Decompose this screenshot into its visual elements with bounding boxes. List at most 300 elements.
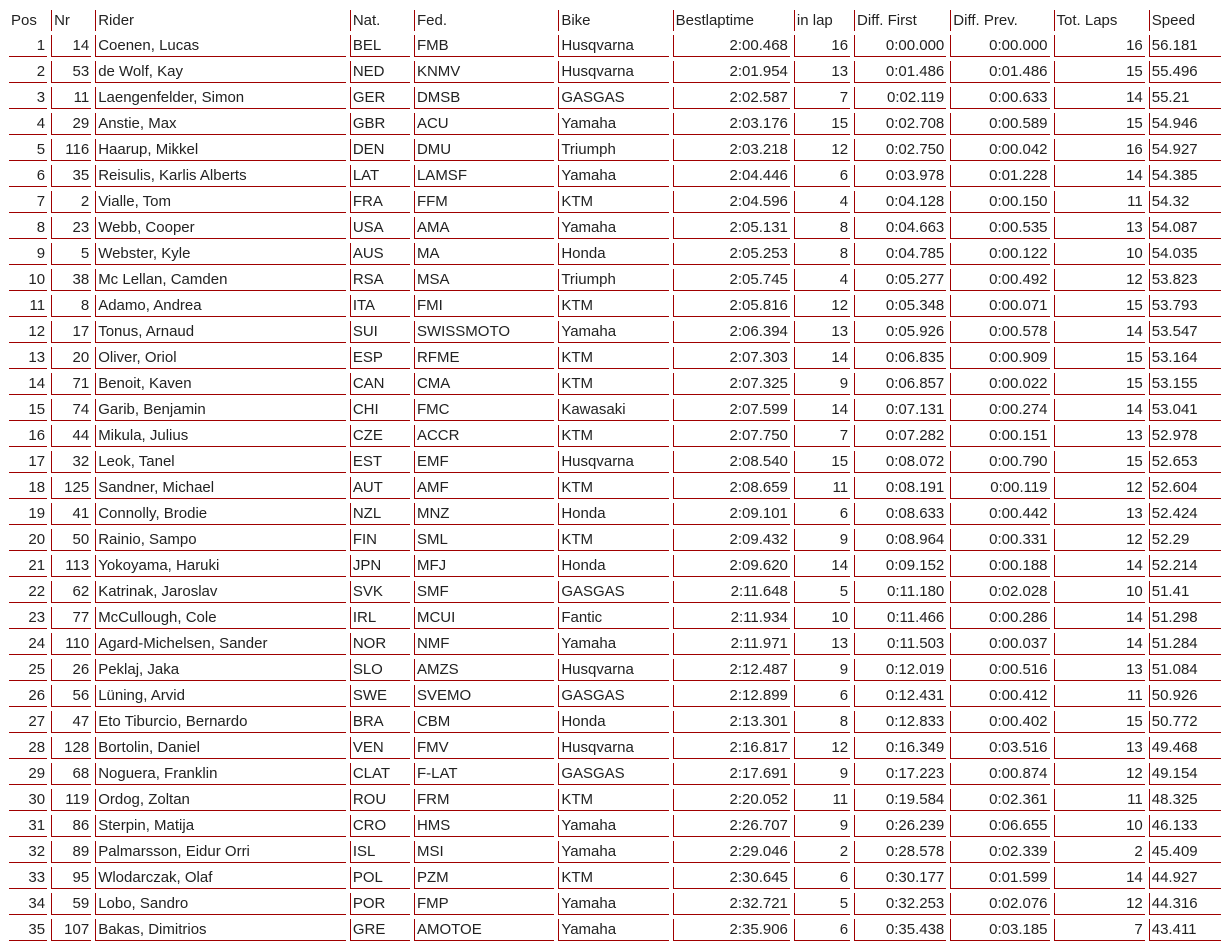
cell-bestlaptime: 2:07.599	[673, 399, 790, 421]
cell-tot-laps: 11	[1054, 191, 1145, 213]
cell-pos: 28	[9, 737, 47, 759]
cell-diff-prev: 0:02.339	[950, 841, 1049, 863]
cell-fed: FMB	[414, 35, 554, 57]
header-diff-first: Diff. First	[854, 10, 946, 31]
cell-nat: BRA	[350, 711, 410, 733]
cell-nr: 17	[51, 321, 91, 343]
cell-pos: 7	[9, 191, 47, 213]
cell-diff-prev: 0:00.022	[950, 373, 1049, 395]
cell-in-lap: 11	[794, 789, 850, 811]
cell-in-lap: 8	[794, 217, 850, 239]
cell-bike: Yamaha	[558, 633, 668, 655]
cell-pos: 16	[9, 425, 47, 447]
cell-diff-first: 0:04.663	[854, 217, 946, 239]
cell-in-lap: 2	[794, 841, 850, 863]
header-tot-laps: Tot. Laps	[1054, 10, 1145, 31]
cell-bike: Yamaha	[558, 815, 668, 837]
cell-nat: GER	[350, 87, 410, 109]
cell-in-lap: 12	[794, 139, 850, 161]
header-fed: Fed.	[414, 10, 554, 31]
cell-rider: Eto Tiburcio, Bernardo	[95, 711, 346, 733]
cell-fed: SWISSMOTO	[414, 321, 554, 343]
cell-speed: 52.653	[1149, 451, 1221, 473]
cell-rider: Sandner, Michael	[95, 477, 346, 499]
cell-in-lap: 15	[794, 451, 850, 473]
cell-nat: ITA	[350, 295, 410, 317]
cell-pos: 15	[9, 399, 47, 421]
cell-nr: 47	[51, 711, 91, 733]
cell-in-lap: 4	[794, 191, 850, 213]
cell-in-lap: 6	[794, 165, 850, 187]
header-nr: Nr	[51, 10, 91, 31]
cell-rider: Haarup, Mikkel	[95, 139, 346, 161]
cell-tot-laps: 15	[1054, 451, 1145, 473]
cell-rider: Bortolin, Daniel	[95, 737, 346, 759]
cell-diff-prev: 0:00.909	[950, 347, 1049, 369]
cell-rider: Bakas, Dimitrios	[95, 919, 346, 941]
cell-fed: ACU	[414, 113, 554, 135]
cell-diff-first: 0:30.177	[854, 867, 946, 889]
cell-in-lap: 5	[794, 581, 850, 603]
cell-pos: 32	[9, 841, 47, 863]
cell-pos: 24	[9, 633, 47, 655]
cell-diff-first: 0:11.503	[854, 633, 946, 655]
cell-in-lap: 14	[794, 347, 850, 369]
header-pos: Pos	[11, 12, 37, 29]
cell-speed: 53.164	[1149, 347, 1221, 369]
cell-speed: 52.214	[1149, 555, 1221, 577]
cell-nat: POR	[350, 893, 410, 915]
header-in-lap: in lap	[794, 10, 850, 31]
cell-bike: Honda	[558, 555, 668, 577]
cell-nr: 113	[51, 555, 91, 577]
results-table	[5, 6, 1225, 945]
cell-nat: VEN	[350, 737, 410, 759]
cell-tot-laps: 15	[1054, 295, 1145, 317]
cell-tot-laps: 14	[1054, 633, 1145, 655]
cell-tot-laps: 10	[1054, 815, 1145, 837]
cell-in-lap: 13	[794, 61, 850, 83]
cell-rider: Lüning, Arvid	[95, 685, 346, 707]
cell-bestlaptime: 2:07.325	[673, 373, 790, 395]
cell-diff-first: 0:35.438	[854, 919, 946, 941]
cell-speed: 43.411	[1149, 919, 1221, 941]
cell-rider: Mikula, Julius	[95, 425, 346, 447]
table-row	[9, 477, 1221, 499]
cell-diff-prev: 0:00.071	[950, 295, 1049, 317]
cell-nat: ESP	[350, 347, 410, 369]
cell-nat: GBR	[350, 113, 410, 135]
table-row	[9, 607, 1221, 629]
cell-diff-prev: 0:00.331	[950, 529, 1049, 551]
table-row	[9, 711, 1221, 733]
cell-nat: ISL	[350, 841, 410, 863]
cell-nat: SLO	[350, 659, 410, 681]
table-row	[9, 113, 1221, 135]
header-diff-prev: Diff. Prev.	[950, 10, 1049, 31]
cell-bike: Fantic	[558, 607, 668, 629]
cell-nat: POL	[350, 867, 410, 889]
cell-bike: KTM	[558, 477, 668, 499]
cell-pos: 8	[9, 217, 47, 239]
cell-speed: 53.823	[1149, 269, 1221, 291]
cell-diff-prev: 0:00.151	[950, 425, 1049, 447]
cell-rider: Garib, Benjamin	[95, 399, 346, 421]
cell-speed: 54.946	[1149, 113, 1221, 135]
cell-speed: 54.32	[1149, 191, 1221, 213]
cell-rider: Webster, Kyle	[95, 243, 346, 265]
cell-fed: MSI	[414, 841, 554, 863]
cell-nr: 62	[51, 581, 91, 603]
cell-diff-prev: 0:00.042	[950, 139, 1049, 161]
cell-nr: 95	[51, 867, 91, 889]
cell-fed: FMC	[414, 399, 554, 421]
cell-in-lap: 9	[794, 815, 850, 837]
cell-fed: ACCR	[414, 425, 554, 447]
cell-diff-prev: 0:00.037	[950, 633, 1049, 655]
cell-tot-laps: 13	[1054, 659, 1145, 681]
table-row	[9, 165, 1221, 187]
cell-diff-prev: 0:00.535	[950, 217, 1049, 239]
cell-rider: Adamo, Andrea	[95, 295, 346, 317]
cell-pos: 9	[9, 243, 47, 265]
cell-rider: Mc Lellan, Camden	[95, 269, 346, 291]
cell-bestlaptime: 2:05.253	[673, 243, 790, 265]
table-row	[9, 243, 1221, 265]
cell-rider: Noguera, Franklin	[95, 763, 346, 785]
cell-diff-prev: 0:01.599	[950, 867, 1049, 889]
cell-tot-laps: 2	[1054, 841, 1145, 863]
cell-bestlaptime: 2:07.303	[673, 347, 790, 369]
cell-speed: 55.496	[1149, 61, 1221, 83]
cell-tot-laps: 12	[1054, 893, 1145, 915]
cell-tot-laps: 10	[1054, 243, 1145, 265]
cell-tot-laps: 14	[1054, 321, 1145, 343]
cell-diff-first: 0:19.584	[854, 789, 946, 811]
cell-nat: SUI	[350, 321, 410, 343]
cell-bike: KTM	[558, 191, 668, 213]
cell-rider: Sterpin, Matija	[95, 815, 346, 837]
cell-tot-laps: 14	[1054, 165, 1145, 187]
cell-pos: 5	[9, 139, 47, 161]
cell-tot-laps: 16	[1054, 35, 1145, 57]
cell-bike: Yamaha	[558, 919, 668, 941]
cell-diff-first: 0:04.128	[854, 191, 946, 213]
cell-bike: GASGAS	[558, 763, 668, 785]
cell-bestlaptime: 2:12.899	[673, 685, 790, 707]
cell-diff-first: 0:28.578	[854, 841, 946, 863]
cell-bike: KTM	[558, 373, 668, 395]
cell-pos: 35	[9, 919, 47, 941]
table-row	[9, 555, 1221, 577]
table-row	[9, 581, 1221, 603]
cell-tot-laps: 12	[1054, 763, 1145, 785]
cell-in-lap: 13	[794, 321, 850, 343]
cell-bike: Triumph	[558, 139, 668, 161]
cell-fed: FMP	[414, 893, 554, 915]
cell-diff-first: 0:07.282	[854, 425, 946, 447]
cell-pos: 19	[9, 503, 47, 525]
cell-fed: CBM	[414, 711, 554, 733]
cell-diff-first: 0:09.152	[854, 555, 946, 577]
cell-nr: 128	[51, 737, 91, 759]
cell-in-lap: 8	[794, 243, 850, 265]
cell-bike: Yamaha	[558, 165, 668, 187]
cell-tot-laps: 13	[1054, 217, 1145, 239]
cell-pos: 31	[9, 815, 47, 837]
cell-in-lap: 5	[794, 893, 850, 915]
cell-pos: 29	[9, 763, 47, 785]
cell-tot-laps: 15	[1054, 347, 1145, 369]
cell-diff-first: 0:12.019	[854, 659, 946, 681]
cell-tot-laps: 15	[1054, 113, 1145, 135]
cell-diff-prev: 0:00.874	[950, 763, 1049, 785]
cell-diff-first: 0:08.191	[854, 477, 946, 499]
cell-fed: PZM	[414, 867, 554, 889]
cell-bestlaptime: 2:26.707	[673, 815, 790, 837]
cell-nat: NOR	[350, 633, 410, 655]
cell-nat: CAN	[350, 373, 410, 395]
cell-pos: 33	[9, 867, 47, 889]
table-row	[9, 425, 1221, 447]
cell-rider: de Wolf, Kay	[95, 61, 346, 83]
cell-pos: 17	[9, 451, 47, 473]
cell-pos: 10	[9, 269, 47, 291]
table-row	[9, 763, 1221, 785]
cell-diff-first: 0:05.348	[854, 295, 946, 317]
cell-nr: 26	[51, 659, 91, 681]
table-row	[9, 61, 1221, 83]
cell-nr: 125	[51, 477, 91, 499]
table-row	[9, 633, 1221, 655]
cell-bike: Kawasaki	[558, 399, 668, 421]
cell-rider: Leok, Tanel	[95, 451, 346, 473]
cell-bike: Husqvarna	[558, 35, 668, 57]
cell-in-lap: 9	[794, 763, 850, 785]
cell-rider: Lobo, Sandro	[95, 893, 346, 915]
cell-bike: KTM	[558, 295, 668, 317]
cell-bike: Yamaha	[558, 113, 668, 135]
table-row	[9, 191, 1221, 213]
header-nat: Nat.	[350, 10, 410, 31]
cell-diff-first: 0:11.466	[854, 607, 946, 629]
cell-in-lap: 12	[794, 295, 850, 317]
cell-bike: Husqvarna	[558, 61, 668, 83]
cell-speed: 54.385	[1149, 165, 1221, 187]
cell-tot-laps: 11	[1054, 685, 1145, 707]
cell-bike: Triumph	[558, 269, 668, 291]
cell-fed: EMF	[414, 451, 554, 473]
cell-bestlaptime: 2:11.648	[673, 581, 790, 603]
cell-bike: Husqvarna	[558, 659, 668, 681]
cell-nat: FIN	[350, 529, 410, 551]
cell-tot-laps: 12	[1054, 477, 1145, 499]
cell-speed: 50.772	[1149, 711, 1221, 733]
cell-bike: KTM	[558, 347, 668, 369]
cell-nr: 89	[51, 841, 91, 863]
cell-rider: Coenen, Lucas	[95, 35, 346, 57]
cell-tot-laps: 10	[1054, 581, 1145, 603]
cell-speed: 54.927	[1149, 139, 1221, 161]
cell-rider: Connolly, Brodie	[95, 503, 346, 525]
cell-fed: AMA	[414, 217, 554, 239]
cell-nr: 77	[51, 607, 91, 629]
cell-nat: SWE	[350, 685, 410, 707]
cell-diff-prev: 0:06.655	[950, 815, 1049, 837]
cell-speed: 46.133	[1149, 815, 1221, 837]
cell-fed: RFME	[414, 347, 554, 369]
cell-in-lap: 14	[794, 399, 850, 421]
cell-rider: Rainio, Sampo	[95, 529, 346, 551]
cell-rider: Agard-Michelsen, Sander	[95, 633, 346, 655]
cell-diff-first: 0:11.180	[854, 581, 946, 603]
cell-speed: 56.181	[1149, 35, 1221, 57]
cell-rider: Reisulis, Karlis Alberts	[95, 165, 346, 187]
results-body	[9, 35, 1221, 941]
cell-nat: JPN	[350, 555, 410, 577]
cell-in-lap: 8	[794, 711, 850, 733]
cell-bestlaptime: 2:01.954	[673, 61, 790, 83]
cell-fed: NMF	[414, 633, 554, 655]
table-row	[9, 139, 1221, 161]
cell-bestlaptime: 2:29.046	[673, 841, 790, 863]
cell-fed: KNMV	[414, 61, 554, 83]
cell-tot-laps: 14	[1054, 607, 1145, 629]
cell-fed: MNZ	[414, 503, 554, 525]
cell-nr: 53	[51, 61, 91, 83]
cell-nr: 23	[51, 217, 91, 239]
cell-speed: 51.284	[1149, 633, 1221, 655]
cell-fed: MA	[414, 243, 554, 265]
table-row	[9, 841, 1221, 863]
cell-pos: 20	[9, 529, 47, 551]
cell-bestlaptime: 2:11.971	[673, 633, 790, 655]
cell-diff-first: 0:04.785	[854, 243, 946, 265]
cell-fed: MFJ	[414, 555, 554, 577]
cell-rider: Benoit, Kaven	[95, 373, 346, 395]
cell-diff-first: 0:12.833	[854, 711, 946, 733]
cell-fed: F-LAT	[414, 763, 554, 785]
cell-speed: 54.087	[1149, 217, 1221, 239]
cell-nr: 20	[51, 347, 91, 369]
cell-nr: 35	[51, 165, 91, 187]
cell-speed: 54.035	[1149, 243, 1221, 265]
cell-diff-first: 0:08.964	[854, 529, 946, 551]
cell-pos: 23	[9, 607, 47, 629]
cell-pos: 25	[9, 659, 47, 681]
cell-pos: 34	[9, 893, 47, 915]
cell-bestlaptime: 2:02.587	[673, 87, 790, 109]
cell-diff-prev: 0:00.578	[950, 321, 1049, 343]
cell-nr: 38	[51, 269, 91, 291]
cell-pos: 21	[9, 555, 47, 577]
cell-diff-first: 0:01.486	[854, 61, 946, 83]
cell-diff-first: 0:26.239	[854, 815, 946, 837]
cell-nr: 68	[51, 763, 91, 785]
cell-rider: McCullough, Cole	[95, 607, 346, 629]
cell-nr: 2	[51, 191, 91, 213]
cell-bike: Husqvarna	[558, 451, 668, 473]
cell-pos: 27	[9, 711, 47, 733]
header-speed: Speed	[1149, 10, 1221, 31]
cell-nr: 41	[51, 503, 91, 525]
cell-fed: FMI	[414, 295, 554, 317]
table-row	[9, 529, 1221, 551]
cell-diff-first: 0:32.253	[854, 893, 946, 915]
cell-speed: 52.604	[1149, 477, 1221, 499]
table-row	[9, 815, 1221, 837]
cell-in-lap: 6	[794, 685, 850, 707]
cell-diff-prev: 0:02.028	[950, 581, 1049, 603]
cell-tot-laps: 13	[1054, 737, 1145, 759]
cell-fed: AMZS	[414, 659, 554, 681]
table-row	[9, 35, 1221, 57]
cell-bestlaptime: 2:05.816	[673, 295, 790, 317]
cell-nat: EST	[350, 451, 410, 473]
cell-fed: SVEMO	[414, 685, 554, 707]
cell-rider: Katrinak, Jaroslav	[95, 581, 346, 603]
cell-speed: 50.926	[1149, 685, 1221, 707]
cell-tot-laps: 7	[1054, 919, 1145, 941]
cell-in-lap: 11	[794, 477, 850, 499]
table-row	[9, 685, 1221, 707]
cell-speed: 45.409	[1149, 841, 1221, 863]
cell-tot-laps: 15	[1054, 61, 1145, 83]
cell-diff-prev: 0:00.188	[950, 555, 1049, 577]
cell-in-lap: 7	[794, 87, 850, 109]
cell-diff-first: 0:06.835	[854, 347, 946, 369]
cell-speed: 51.084	[1149, 659, 1221, 681]
cell-bestlaptime: 2:05.745	[673, 269, 790, 291]
cell-bike: GASGAS	[558, 581, 668, 603]
cell-nr: 29	[51, 113, 91, 135]
cell-fed: FRM	[414, 789, 554, 811]
cell-nat: RSA	[350, 269, 410, 291]
cell-nr: 11	[51, 87, 91, 109]
table-row	[9, 87, 1221, 109]
cell-pos: 1	[9, 35, 47, 57]
cell-diff-prev: 0:00.790	[950, 451, 1049, 473]
cell-bestlaptime: 2:09.101	[673, 503, 790, 525]
cell-fed: SML	[414, 529, 554, 551]
cell-rider: Webb, Cooper	[95, 217, 346, 239]
cell-nr: 110	[51, 633, 91, 655]
cell-pos: 22	[9, 581, 47, 603]
cell-nat: DEN	[350, 139, 410, 161]
table-row	[9, 399, 1221, 421]
cell-in-lap: 4	[794, 269, 850, 291]
cell-bestlaptime: 2:30.645	[673, 867, 790, 889]
header-rider: Rider	[95, 10, 346, 31]
table-row	[9, 347, 1221, 369]
cell-diff-prev: 0:00.150	[950, 191, 1049, 213]
cell-nr: 119	[51, 789, 91, 811]
cell-fed: SMF	[414, 581, 554, 603]
cell-bestlaptime: 2:00.468	[673, 35, 790, 57]
cell-nat: CZE	[350, 425, 410, 447]
cell-fed: DMU	[414, 139, 554, 161]
cell-tot-laps: 15	[1054, 373, 1145, 395]
cell-diff-prev: 0:00.274	[950, 399, 1049, 421]
cell-rider: Anstie, Max	[95, 113, 346, 135]
cell-rider: Palmarsson, Eidur Orri	[95, 841, 346, 863]
cell-nat: GRE	[350, 919, 410, 941]
cell-bike: Honda	[558, 711, 668, 733]
cell-bestlaptime: 2:05.131	[673, 217, 790, 239]
cell-speed: 52.29	[1149, 529, 1221, 551]
cell-nr: 32	[51, 451, 91, 473]
cell-in-lap: 9	[794, 659, 850, 681]
